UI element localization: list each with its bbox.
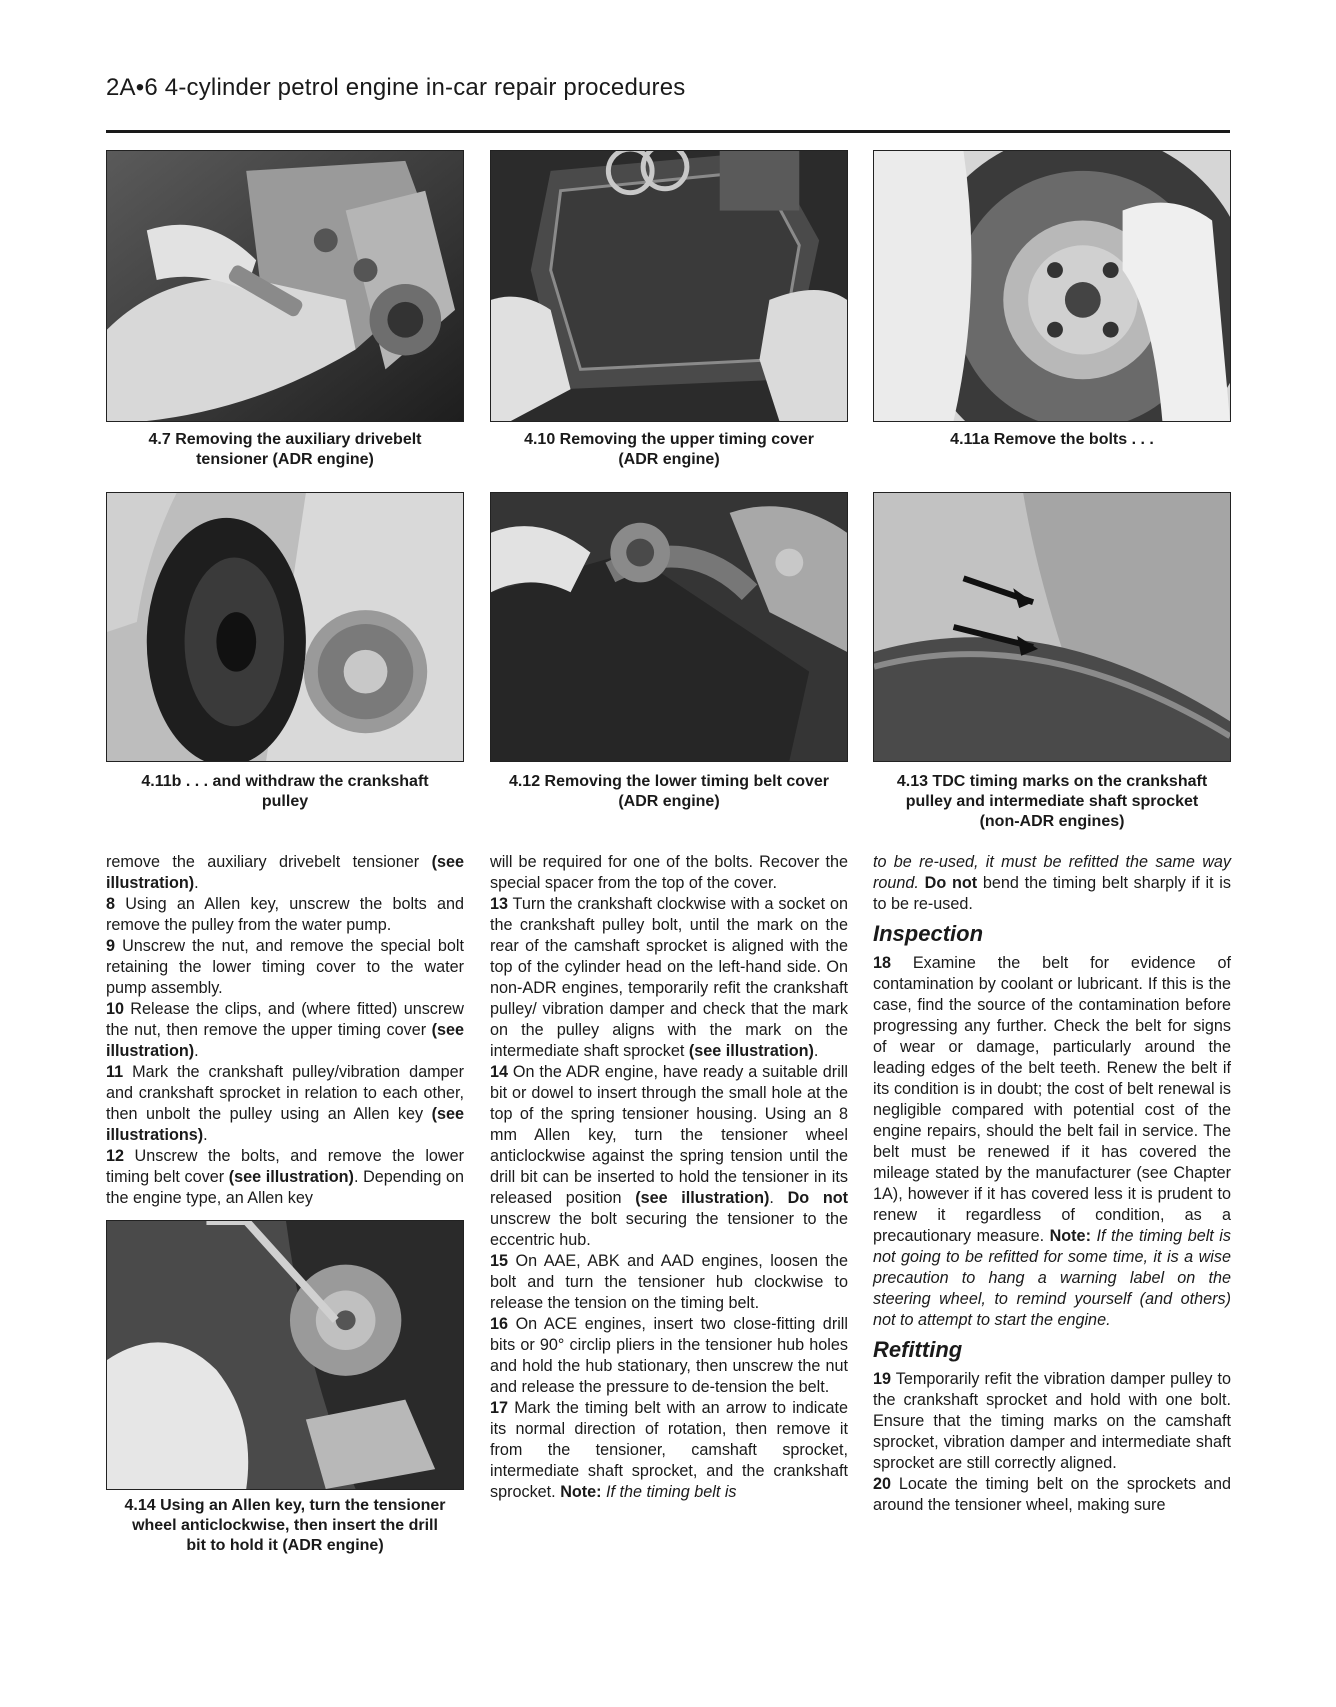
caption-line: (non-ADR engines) xyxy=(979,813,1125,830)
caption-line: 4.10 Removing the upper timing cover xyxy=(524,431,814,448)
photo-4-14 xyxy=(106,1220,464,1490)
photo-4-11b xyxy=(106,492,464,762)
text-column-3 xyxy=(873,852,1231,1516)
paragraph: to be re-used, it must be refitted the same way round. Do not bend the timing belt sharply if it is to be re-used. xyxy=(873,853,1231,913)
paragraph-9: 9 Unscrew the nut, and remove the special bolt retaining the lower timing cover to the water pump assembly. xyxy=(106,937,464,997)
text-column-2 xyxy=(490,852,848,1503)
caption-line: tensioner (ADR engine) xyxy=(196,451,374,468)
caption-line: pulley xyxy=(261,793,309,810)
caption-line: (ADR engine) xyxy=(618,451,720,468)
text-column-1 xyxy=(106,852,464,1209)
paragraph-18: 18 Examine the belt for evidence of contamination by coolant or lubricant. If this is the case, find the source of the contamination before progressing any further. Check the belt for signs of wear or damage, particularly around the leading edges of the belt teeth. Renew the belt if its condition is in doubt; the cost of belt renewal is negligible compared with potential cost of the engine repairs, should the belt fail in service. The belt must be renewed if it has covered the mileage stated by the manufacturer (see Chapter 1A), however if it has covered less it is prudent to renew it regardless of condition, as a precautionary measure. Note: If the timing belt is not going to be refitted for some time, it is a wise precaution to hang a warning label on the steering wheel, to remind yourself (and others) not to attempt to start the engine. xyxy=(873,954,1231,1329)
header-rule xyxy=(106,130,1230,133)
caption-line: 4.7 Removing the auxiliary drivebelt xyxy=(148,431,422,448)
section-heading-refitting: Refitting xyxy=(873,1337,963,1362)
photo-4-7 xyxy=(106,150,464,422)
paragraph-19: 19 Temporarily refit the vibration damper pulley to the crankshaft sprocket and hold with one bolt. Ensure that the timing marks on the camshaft sprocket, vibration damper and intermediate shaft sprocket are still correctly aligned. xyxy=(873,1370,1231,1472)
photo-4-12 xyxy=(490,492,848,762)
caption-line: 4.11b . . . and withdraw the crankshaft xyxy=(141,773,429,790)
caption-line: wheel anticlockwise, then insert the drill xyxy=(132,1517,438,1534)
paragraph: remove the auxiliary drivebelt tensioner (see illustration). xyxy=(106,853,464,892)
caption-4-14 xyxy=(106,1496,464,1556)
caption-4-10 xyxy=(490,430,848,470)
caption-line: 4.11a Remove the bolts . . . xyxy=(950,431,1154,448)
photo-4-11a xyxy=(873,150,1231,422)
paragraph: will be required for one of the bolts. Recover the special spacer from the top of the cover. xyxy=(490,853,848,892)
paragraph-15: 15 On AAE, ABK and AAD engines, loosen the bolt and turn the tensioner hub clockwise to release the tension on the timing belt. xyxy=(490,1252,848,1312)
caption-4-11b xyxy=(106,772,464,812)
paragraph-20: 20 Locate the timing belt on the sprockets and around the tensioner wheel, making sure xyxy=(873,1475,1231,1514)
photo-4-13 xyxy=(873,492,1231,762)
photo-4-10 xyxy=(490,150,848,422)
caption-4-12 xyxy=(490,772,848,812)
paragraph-11: 11 Mark the crankshaft pulley/vibration damper and crankshaft sprocket in relation to each other, then unbolt the pulley using an Allen key (see illustrations). xyxy=(106,1063,464,1144)
caption-line: 4.13 TDC timing marks on the crankshaft xyxy=(896,773,1208,790)
section-heading-inspection: Inspection xyxy=(873,921,984,946)
paragraph-10: 10 Release the clips, and (where fitted) unscrew the nut, then remove the upper timing cover (see illustration). xyxy=(106,1000,464,1060)
caption-line: 4.14 Using an Allen key, turn the tensioner xyxy=(124,1497,446,1514)
caption-4-11a xyxy=(873,430,1231,450)
paragraph-12: 12 Unscrew the bolts, and remove the lower timing belt cover (see illustration). Depending on the engine type, an Allen key xyxy=(106,1147,465,1207)
paragraph-13: 13 Turn the crankshaft clockwise with a socket on the crankshaft pulley bolt, until the mark on the rear of the camshaft sprocket is aligned with the top of the cylinder head on the left-hand side. On non-ADR engines, temporarily refit the crankshaft pulley/ vibration damper and check that the mark on the pulley aligns with the mark on the intermediate shaft sprocket (see illustration). xyxy=(490,895,848,1060)
caption-line: bit to hold it (ADR engine) xyxy=(186,1537,384,1554)
caption-line: (ADR engine) xyxy=(618,793,720,810)
caption-line: 4.12 Removing the lower timing belt cover xyxy=(508,773,830,790)
paragraph-8: 8 Using an Allen key, unscrew the bolts and remove the pulley from the water pump. xyxy=(106,895,464,934)
paragraph-16: 16 On ACE engines, insert two close-fitting drill bits or 90° circlip pliers in the tensioner hub holes and hold the hub stationary, then unscrew the nut and release the pressure to de-tension the belt. xyxy=(490,1315,848,1396)
paragraph-17: 17 Mark the timing belt with an arrow to indicate its normal direction of rotation, then remove it from the tensioner, camshaft sprocket, intermediate shaft sprocket, and the crankshaft sprocket. Note: If the timing belt is xyxy=(490,1399,848,1501)
paragraph-14: 14 On the ADR engine, have ready a suitable drill bit or dowel to insert through the small hole at the top of the spring tensioner housing. Using an 8 mm Allen key, turn the tensioner wheel anticlockwise against the spring tension until the drill bit can be inserted to hold the tensioner in its released position (see illustration). Do not unscrew the bolt securing the tensioner to the eccentric hub. xyxy=(490,1063,849,1249)
page-header: 2A•6 4-cylinder petrol engine in-car repair procedures xyxy=(106,74,686,101)
caption-4-13 xyxy=(873,772,1231,832)
caption-line: pulley and intermediate shaft sprocket xyxy=(905,793,1199,810)
caption-4-7 xyxy=(106,430,464,470)
